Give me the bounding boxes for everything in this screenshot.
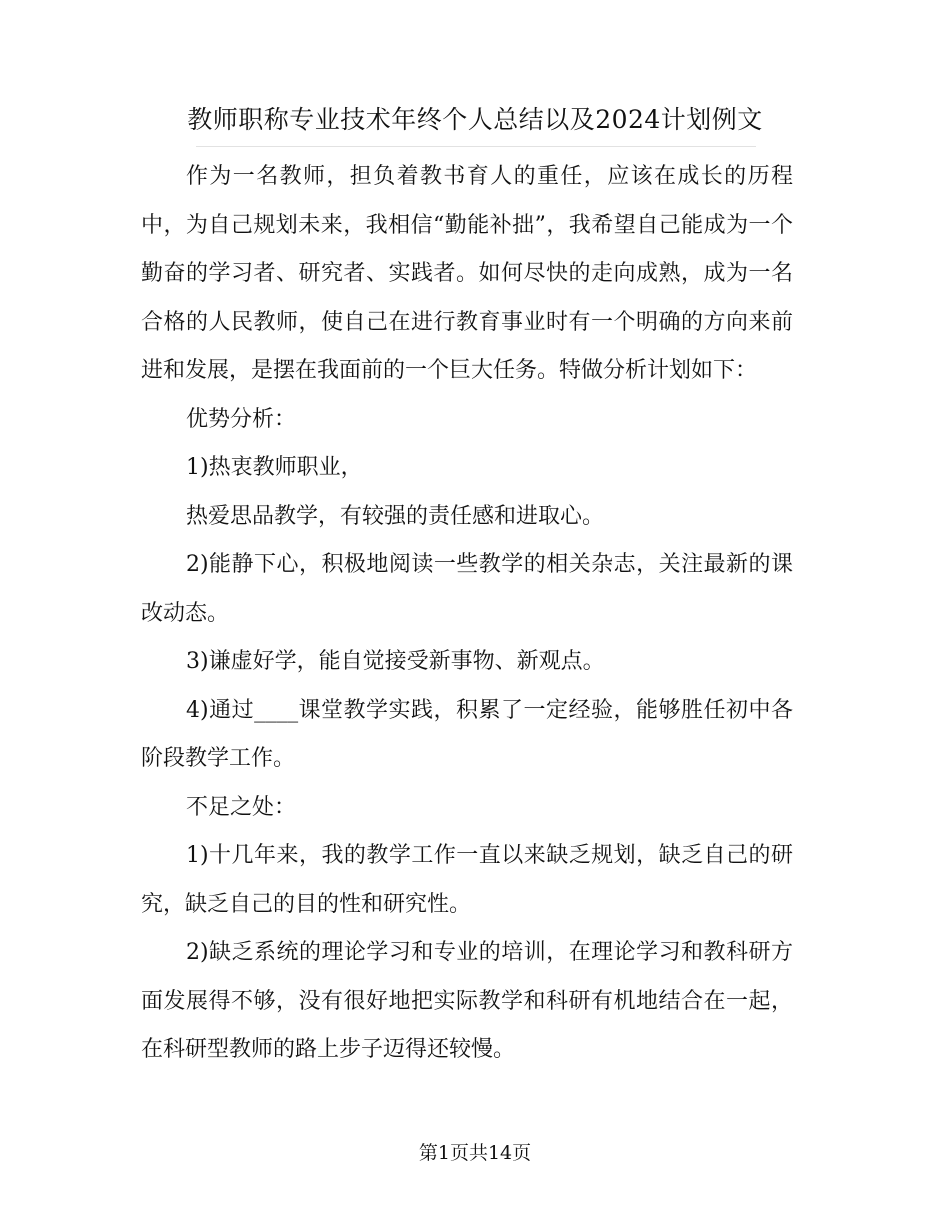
paragraph-weakness-2: 2)缺乏系统的理论学习和专业的培训，在理论学习和教科研方面发展得不够，没有很好地把实际教学和科研有机地结合在一起，在科研型教师的路上步子迈得还较慢。 bbox=[141, 940, 793, 1062]
page-number: 第1页共14页 bbox=[418, 1142, 532, 1164]
paragraph-intro: 作为一名教师，担负着教书育人的重任，应该在成长的历程中，为自己规划未来，我相信“勤能补拙”，我希望自己能成为一个勤奋的学习者、研究者、实践者。如何尽快的走向成熟，成为一名合格的人民教师，使自己在进行教育事业时有一个明确的方向来前进和发展，是摆在我面前的一个巨大任务。特做分析计划如下： bbox=[141, 164, 793, 383]
paragraph-strength-4: 4)通过____课堂教学实践，积累了一定经验，能够胜任初中各阶段教学工作。 bbox=[141, 697, 793, 771]
heading-weaknesses: 不足之处： bbox=[186, 794, 297, 820]
paragraph-strength-1-cont: 热爱思品教学，有较强的责任感和进取心。 bbox=[186, 503, 605, 529]
document-body bbox=[141, 153, 793, 1075]
paragraph-strength-2: 2)能静下心，积极地阅读一些教学的相关杂志，关注最新的课改动态。 bbox=[141, 552, 793, 626]
heading-strengths: 优势分析： bbox=[186, 406, 297, 432]
title-divider bbox=[196, 146, 756, 147]
paragraph-strength-3: 3)谦虚好学，能自觉接受新事物、新观点。 bbox=[186, 649, 605, 674]
paragraph-weakness-1: 1)十几年来，我的教学工作一直以来缺乏规划，缺乏自己的研究，缺乏自己的目的性和研究性。 bbox=[141, 843, 793, 917]
paragraph-strength-1: 1)热衷教师职业， bbox=[186, 455, 363, 480]
document-title: 教师职称专业技术年终个人总结以及2024计划例文 bbox=[187, 105, 763, 134]
